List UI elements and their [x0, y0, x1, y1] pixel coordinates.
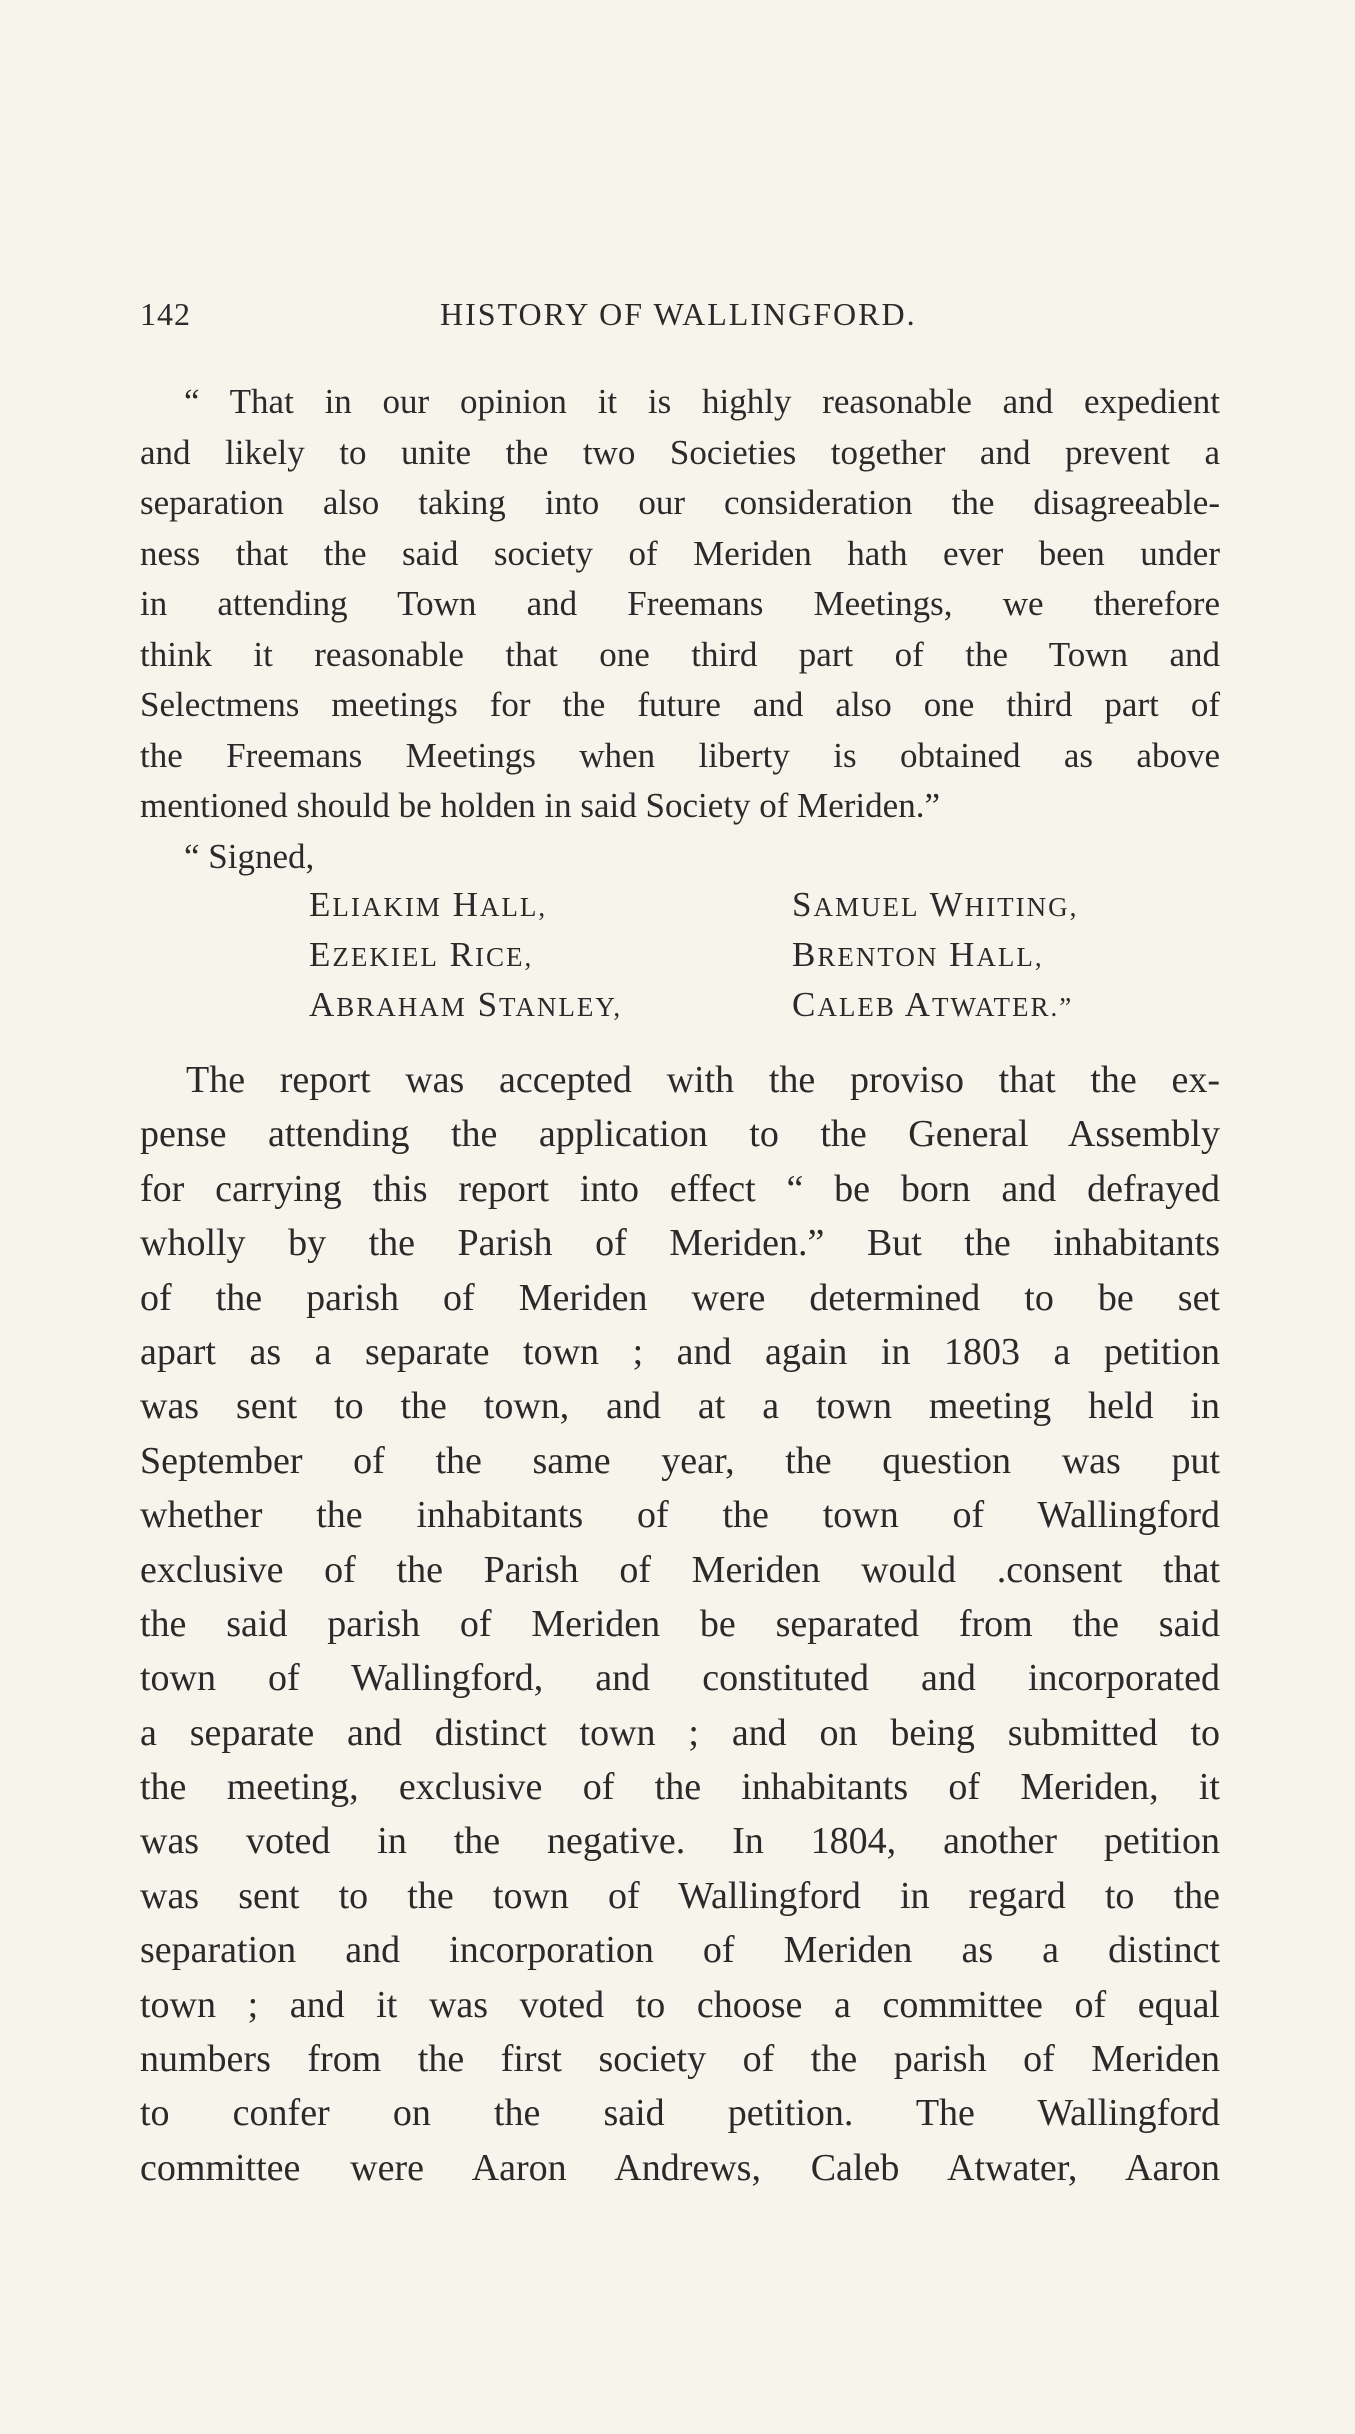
page-header	[140, 296, 1220, 346]
main-paragraph	[140, 1053, 1220, 2195]
paragraph-line: September of the same year, the question was put	[140, 1439, 1220, 1482]
signature-row	[309, 980, 1220, 1030]
paragraph-line: was sent to the town, and at a town meeting held in	[140, 1385, 1220, 1428]
quote-line: separation also taking into our consideration the disagreeable-	[140, 483, 1220, 522]
paragraph-line: to confer on the said petition. The Wallingford	[140, 2092, 1220, 2135]
running-title: HISTORY OF WALLINGFORD.	[440, 296, 917, 332]
paragraph-line: exclusive of the Parish of Meriden would .consent that	[140, 1548, 1220, 1591]
quote-line: the Freemans Meetings when liberty is obtained as above	[140, 735, 1220, 775]
paragraph-line: wholly by the Parish of Meriden.” But the inhabitants	[140, 1222, 1220, 1265]
quote-line: mentioned should be holden in said Society of Meriden.”	[140, 786, 940, 825]
page-number: 142	[140, 296, 191, 332]
signatory-name: SAMUEL WHITING,	[792, 885, 1079, 924]
signatory-name: ABRAHAM STANLEY,	[309, 985, 623, 1024]
signature-row	[309, 930, 1220, 980]
paragraph-line: the meeting, exclusive of the inhabitants of Meriden, it	[140, 1766, 1220, 1809]
paragraph-line: a separate and distinct town ; and on being submitted to	[140, 1711, 1220, 1754]
quote-line: “ That in our opinion it is highly reasonable and expedient	[184, 382, 1220, 421]
paragraph-line: pense attending the application to the General Assembly	[140, 1113, 1220, 1156]
paragraph-line: was sent to the town of Wallingford in regard to the	[140, 1874, 1220, 1917]
paragraph-line: the said parish of Meriden be separated from the said	[140, 1602, 1220, 1645]
paragraph-line: town ; and it was voted to choose a committee of equal	[140, 1983, 1220, 2026]
paragraph-line: whether the inhabitants of the town of Wallingford	[140, 1494, 1220, 1537]
paragraph-line: separation and incorporation of Meriden as a distinct	[140, 1929, 1220, 1972]
quote-line: think it reasonable that one third part of the Town and	[140, 634, 1220, 674]
quote-line: and likely to unite the two Societies together and prevent a	[140, 432, 1220, 472]
signature-row	[309, 880, 1220, 930]
paragraph-line: was voted in the negative. In 1804, another petition	[140, 1820, 1220, 1863]
signature-block	[309, 880, 1220, 1030]
paragraph-line: of the parish of Meriden were determined to be set	[140, 1276, 1220, 1319]
signed-line: “ Signed,	[184, 836, 315, 876]
signatory-name: CALEB ATWATER.”	[792, 985, 1074, 1024]
quote-line: in attending Town and Freemans Meetings, we therefore	[140, 584, 1220, 623]
paragraph-line: committee were Aaron Andrews, Caleb Atwater, Aaron	[140, 2146, 1220, 2189]
quote-line: ness that the said society of Meriden hath ever been under	[140, 533, 1220, 573]
paragraph-line: numbers from the first society of the parish of Meriden	[140, 2038, 1220, 2081]
committee-report-quote	[140, 377, 1220, 882]
signatory-name: BRENTON HALL,	[792, 935, 1044, 974]
paragraph-line: apart as a separate town ; and again in 1803 a petition	[140, 1330, 1220, 1373]
paragraph-line: The report was accepted with the proviso that the ex-	[186, 1059, 1220, 1101]
quote-line: Selectmens meetings for the future and also one third part of	[140, 685, 1220, 724]
paragraph-line: for carrying this report into effect “ be born and defrayed	[140, 1167, 1220, 1210]
paragraph-line: town of Wallingford, and constituted and incorporated	[140, 1657, 1220, 1700]
signatory-name: EZEKIEL RICE,	[309, 935, 534, 974]
signatory-name: ELIAKIM HALL,	[309, 885, 548, 924]
